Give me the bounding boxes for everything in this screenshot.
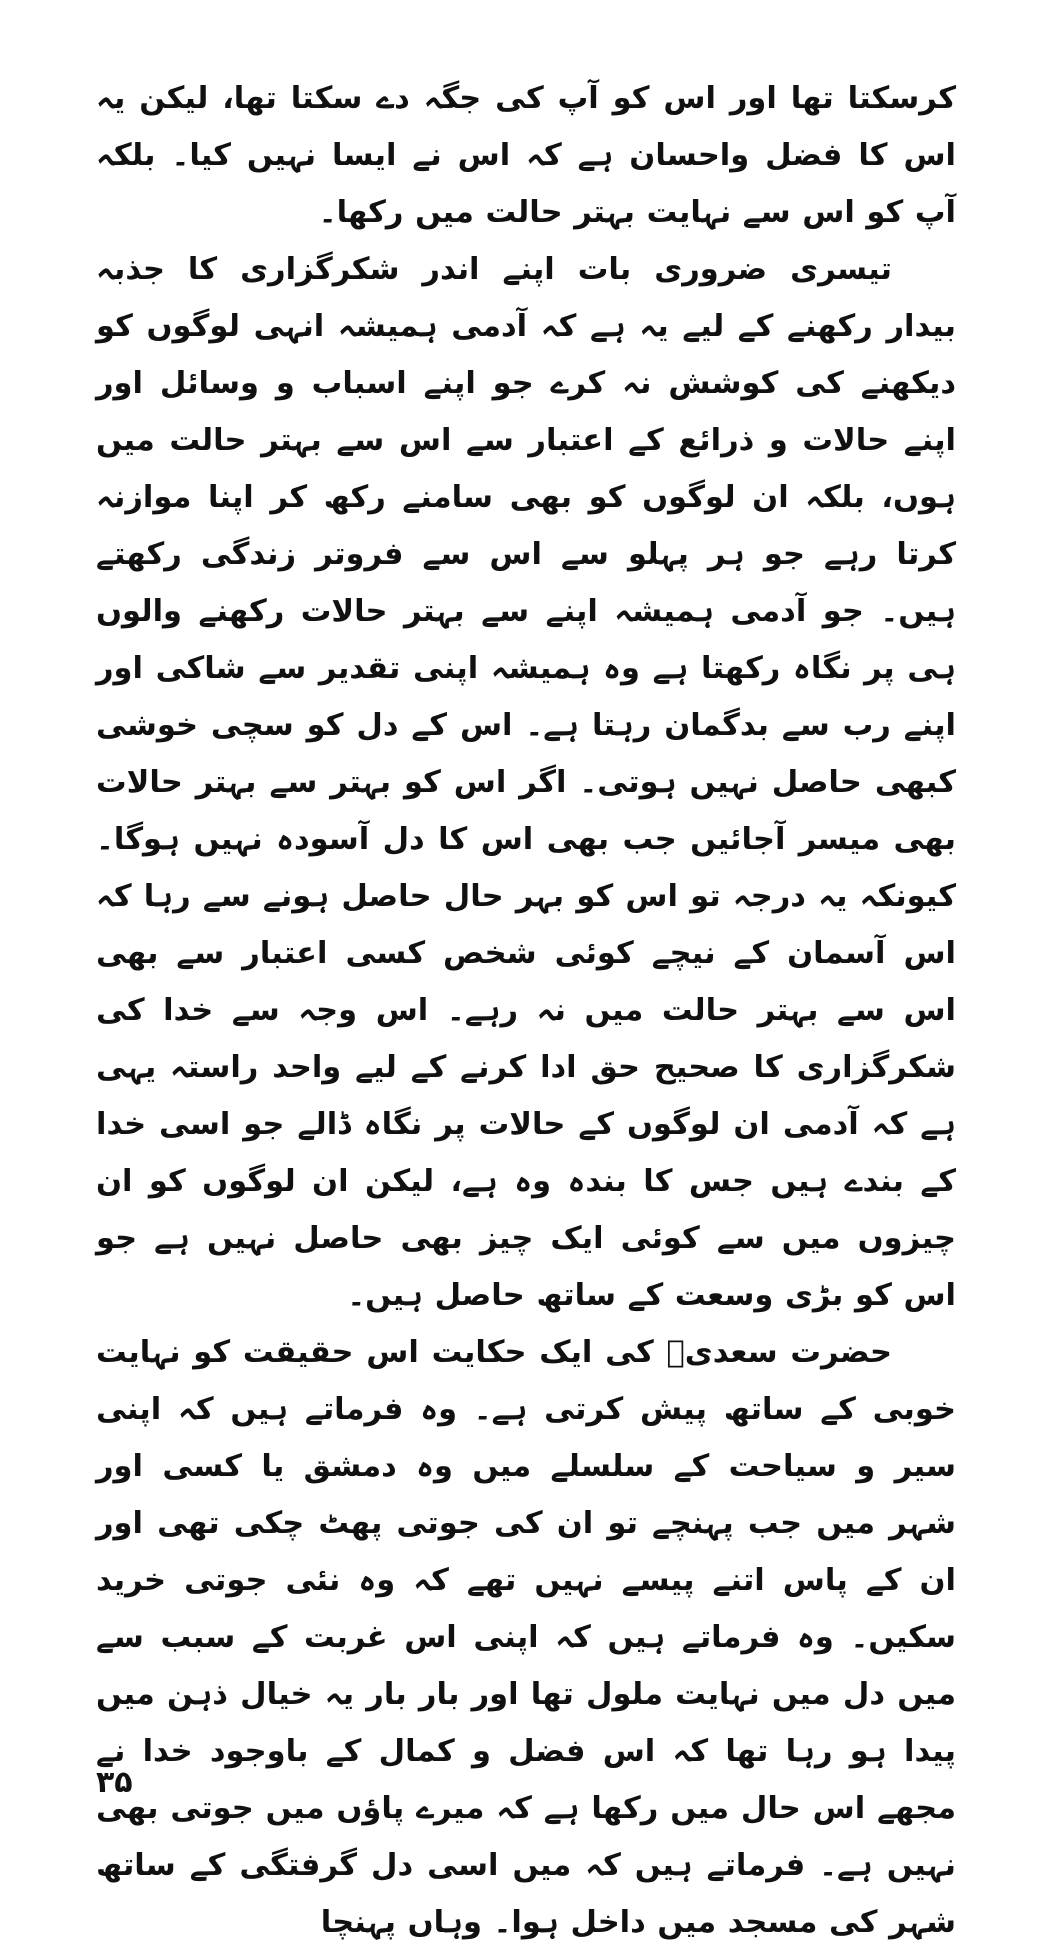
paragraph-3: حضرت سعدیؒ کی ایک حکایت اس حقیقت کو نہایت خوبی کے ساتھ پیش کرتی ہے۔ وہ فرماتے ہیں کہ اپنی سیر و سیاحت کے سلسلے میں وہ دمشق یا کسی اور شہر میں جب پہنچے تو ان کی جوتی پھٹ چکی تھی اور ان کے پاس اتنے پیسے نہیں تھے کہ وہ نئی جوتی خرید سکیں۔ وہ فرماتے ہیں کہ اپنی اس غربت کے سبب سے میں دل میں نہایت ملول تھا اور بار بار یہ خیال ذہن میں پیدا ہو رہا تھا کہ اس فضل و کمال کے باوجود خدا نے مجھے اس حال میں رکھا ہے کہ میرے پاؤں میں جوتی بھی نہیں ہے۔ فرماتے ہیں کہ میں اسی دل گرفتگی کے ساتھ شہر کی مسجد میں داخل ہوا۔ وہاں پہنچا [96,1335,956,1940]
paragraph-2: تیسری ضروری بات اپنے اندر شکرگزاری کا جذبہ بیدار رکھنے کے لیے یہ ہے کہ آدمی ہمیشہ انہی لوگوں کو دیکھنے کی کوشش نہ کرے جو اپنے اسباب و وسائل اور اپنے حالات و ذرائع کے اعتبار سے اس سے بہتر حالت میں ہوں، بلکہ ان لوگوں کو بھی سامنے رکھ کر اپنا موازنہ کرتا رہے جو ہر پہلو سے اس سے فروتر زندگی رکھتے ہیں۔ جو آدمی ہمیشہ اپنے سے بہتر حالات رکھنے والوں ہی پر نگاہ رکھتا ہے وہ ہمیشہ اپنی تقدیر سے شاکی اور اپنے رب سے بدگمان رہتا ہے۔ اس کے دل کو سچی خوشی کبھی حاصل نہیں ہوتی۔ اگر اس کو بہتر سے بہتر حالات بھی میسر آجائیں جب بھی اس کا دل آسودہ نہیں ہوگا۔ کیونکہ یہ درجہ تو اس کو بہر حال حاصل ہونے سے رہا کہ اس آسمان کے نیچے کوئی شخص کسی اعتبار سے بھی اس سے بہتر حالت میں نہ رہے۔ اس وجہ سے خدا کی شکرگزاری کا صحیح حق ادا کرنے کے لیے واحد راستہ یہی ہے کہ آدمی ان لوگوں کے حالات پر نگاہ ڈالے جو اسی خدا کے بندے ہیں جس کا بندہ وہ ہے، لیکن ان لوگوں کو ان چیزوں میں سے کوئی ایک چیز بھی حاصل نہیں ہے جو اس کو بڑی وسعت کے ساتھ حاصل ہیں۔ [96,252,956,1313]
page-number: ۳۵ [96,1765,133,1800]
book-page [96,70,956,1940]
paragraph-1: کرسکتا تھا اور اس کو آپ کی جگہ دے سکتا تھا، لیکن یہ اس کا فضل واحسان ہے کہ اس نے ایسا نہیں کیا۔ بلکہ آپ کو اس سے نہایت بہتر حالت میں رکھا۔ [96,81,956,230]
